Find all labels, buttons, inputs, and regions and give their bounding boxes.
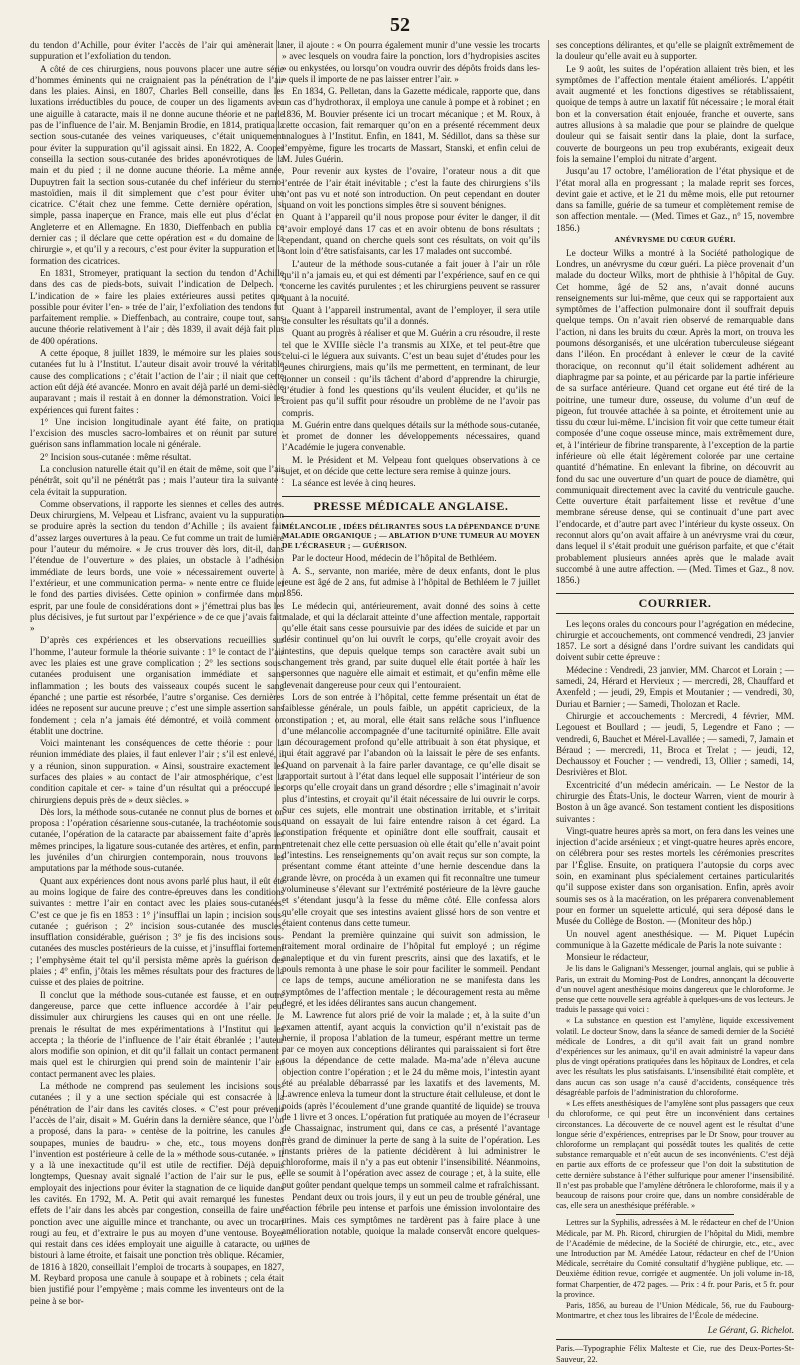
paragraph: Un nouvel agent anesthésique. — M. Piquet Lupécin communique à la Gazette médicale de Paris la note suivante :: [556, 928, 794, 950]
section-rule: [556, 1339, 794, 1340]
advertisement: Paris, 1856, au bureau de l’Union Médicale, 56, rue du Faubourg-Montmartre, et chez tous les libraires de l’École de médecine.: [556, 1300, 794, 1321]
column-divider: [548, 40, 549, 1118]
paragraph: M. Lawrence fut alors prié de voir la malade ; et, à la suite d’un examen attentif, ayant acquis la conviction qu’il n’existait pas de hernie, il proposa l’ablation de la tumeur, espérant mettre un terme par ce moyen aux conceptions délirantes qui paraissaient si fort être sous la dépendance de cette malade. Ma-ma’ade n’éleva aucune objection contre l’opération ; et le 24 du même mois, l’intestin ayant été au préalable débarrassé par les laxatifs et des lavements, M. Lawrence enleva la tumeur dont la structure était celluleuse, et dont le poids (après l’écoulement d’une grande quantité de liquide) se trouva de 1 livre et 3 onces. L’opération fut pratiquée au moyen de l’écraseur de Chassaignac, instrument qui, dans ce cas, a présenté l’avantage très grand de diminuer la perte de sang à la suite de l’opération. Les instants prières de la patiente décidèrent à lui administrer le chloroforme, mais il n’y a pas eut obtenir l’insensibilité. Néanmoins, elle se soumit à l’opération avec assez de courage ; et, à la suite, elle put goûter pendant quelque temps un sommeil calme et rafraîchissant.: [282, 1010, 540, 1190]
paragraph: A côté de ces chirurgiens, nous pouvons placer une autre série d’hommes éminents qui ne craignaient pas la pénétration de l’air dans les plaies. Ainsi, en 1807, Charles Bell conseille, dans les luxations irréductibles du pouce, de couper un des ligaments avec une aiguille à cataracte, mais il ne donne aucune théorie et ne parle pas de l’influence de l’air. M. Benjamin Brodie, en 1814, pratiqua la section sous-cutanée des veines variqueuses, c’était uniquement pour éviter la suppuration qu’il agissait ainsi. En 1822, A. Cooper conseilla la section sous-cutanée des brides aponévrotiques de la main et du pied ; il ne donne aucune théorie. La même année, Dupuytren fait la section sous-cutanée du chef inférieur du sterno-mastoïdien, mais il dit simplement que c’est pour éviter une cicatrice. C’était chez une femme. Cette dernière opération, si simple, passa inaperçue en France, mais elle eut plus d’éclat en Angleterre et en Allemagne. En 1830, Dieffenbach en publia ce dernier cas ; il déclare que cette opération est « du domaine de la chirurgie », et qu’il y a recours, c’est pour éviter la suppuration et la formation des cicatrices.: [30, 63, 284, 266]
paragraph: Quant aux expériences dont nous avons parlé plus haut, il eût été au moins logique de faire des contre-épreuves dans les conditions suivantes : mettre l’air en contact avec les plaies sous-cutanées. C’est ce que je fis en 1853 : 1° j’insufflai un lapin ; incision sous-cutanée ; guérison ; 2° incision sous-cutanée des muscles, insufflation considérable, guérison ; 3° je fis des incisions sous-cutanées des muscles postérieurs de la cuisse, et j’insufflai fortement ; l’emphysème était tel qu’il persista même après la guérison des plaies ; 4° enfin, j’ôtais les mêmes résultats pour des fractures de la cuisse et des plaies de poitrine.: [30, 875, 284, 988]
column-middle: [282, 40, 540, 1248]
paragraph: ner, il ajoute : « On pourra également munir d’une vessie les trocarts » avec lesquels on voudra faire la ponction, lors d’hydropisies ascites » ou enkystées, ou lorsqu’on voudra ouvrir des dépôts froids dans les- » quels il importe de ne pas laisser entrer l’air. »: [282, 40, 540, 84]
paragraph: Il conclut que la méthode sous-cutanée est fausse, et en outre dangereuse, parce que cette influence accordée à l’air peut dissimuler aux chirurgiens les causes qui en ont une réelle. Je prenais le résultat de mes expérimentations à l’Institut qui les accepta ; la théorie de l’influence de l’air était ébranlée ; l’auteur alors modifie son opinion, et dit qu’il fallait un contact permanent ; mais quel est le chirurgien qui prend soin de maintenir l’air en contact permanent avec les plaies.: [30, 989, 284, 1079]
paragraph: Le docteur Wilks a montré à la Société pathologique de Londres, un anévrysme du cœur guéri. La pièce provenait d’un malade du docteur Wilks, mort de phthisie à l’hôpital de Guy. Cet homme, âgé de 52 ans, n’avait donné aucuns renseignements sur lui-même, que ceux qui se rapportaient aux symptômes de l’affection pulmonaire dont il souffrait depuis quelque temps. On n’avait rien observé de remarquable dans l’action, ni dans les bruits du cœur. Après la mort, on trouva les poumons désorganisés, et une ulcération tuberculeuse siégeant dans l’iléon. En procédant à enlever le cœur de la cavité thoracique, on reconnut qu’il était solidement adhérent au diaphragme par sa pointe, et au péricarde par la partie inférieure de sa surface antérieure. Quand cet organe eut été tiré de la poitrine, une tumeur dure, osseuse, du volume d’un œuf de pigeon, fut trouvée attachée à sa pointe, et étroitement unie au tissu du cœur lui-même. L’incision fit voir que cette tumeur était composée d’une coque osseuse mince, mais extrêmement dure, et, à l’intérieur de fibrine transparente, à l’exception de la partie inférieure où elle était légèrement colorée par une certaine quantité d’hématine. En enlevant la fibrine, on découvrit au fond du sac une ouverture d’un quart de pouce de diamètre, qui communiquait directement avec la cavité du ventricule gauche. Cette ouverture était parfaitement lisse et revêtue d’une membrane séreuse dense, qui se continuait d’une part avec l’endocarde, et d’autre part avec l’intérieur du kyste osseux. On reconnut alors qu’on avait affaire à un anévrysme vrai du cœur, dans lequel il s’était produit une guérison parfaite, et que c’était probablement plusieurs années après que le malade avait succombé à une autre affection. — (Med. Times et Gaz., 8 nov. 1856.): [556, 247, 794, 586]
paragraph: A. S., servante, non mariée, mère de deux enfants, dont le plus jeune est âgé de 2 ans, fut admise à l’hôpital de Bethléem le 7 juillet 1856.: [282, 565, 540, 599]
column-left: [30, 40, 284, 1306]
paragraph: Quant à l’appareil instrumental, avant de l’employer, il sera utile de consulter les résultats qu’il a donnés.: [282, 304, 540, 327]
paragraph: du tendon d’Achille, pour éviter l’accès de l’air qui amènerait la suppuration et l’exfoliation du tendon.: [30, 40, 284, 62]
paragraph: Vingt-quatre heures après sa mort, on fera dans les veines une injection d’acide arsénieux ; et vingt-quatre heures après encore, on célébrera pour ses restes mortels les cérémonies prescrites par l’Église. Ensuite, on pratiquera l’autopsie du corps avec soin, en examinant plus spécialement certaines particularités qu’il suppose exister dans son organisation. Enfin, après avoir soumis ses os à la macération, on les préparera convenablement pour en former un squelette articulé, qui sera déposé dans le Musée du Collège de Boston. — (Moniteur des hôp.): [556, 825, 794, 927]
paragraph: La conclusion naturelle était qu’il en était de même, soit que l’air pénétrât, soit qu’il ne pénétrât pas ; mais l’auteur tira la suivante : cela évitait la suppuration.: [30, 463, 284, 497]
paragraph: Le médecin qui, antérieurement, avait donné des soins à cette malade, et qui la déclarait atteinte d’une affection mentale, rapportait qu’elle était sans cesse poursuivie par des idées de suicide et par un désir continuel qu’on lui ouvrît le corps, qu’elle croyait avoir des intestins, que depuis quelque temps son caractère avait subi un changement très grand, par suite duquel elle était portée à haïr les personnes que naguère elle aimait et estimait, et qu’enfin même elle devenait dangereuse pour ceux qui l’entouraient.: [282, 600, 540, 690]
paragraph: Médecine : Vendredi, 23 janvier, MM. Charcot et Lorain ; — samedi, 24, Hérard et Hervieux ; — mercredi, 28, Chauffard et Axenfeld ; — jeudi, 29, Empis et Moutanier ; — vendredi, 30, Duriau et Barnier ; — Samedi, Tholozan et Racle.: [556, 664, 794, 709]
paragraph: D’après ces expériences et les observations recueillies sur l’homme, l’auteur formule la théorie suivante : 1° le contact de l’air avec les plaies est une grave complication ; 2° les sections sous-cutanées produisent une organisation immédiate et sans inflammation ; les bouts des vaisseaux coupés sucent le sang épanché ; une partie est résorbée, l’autre s’organise. Ces dernières idées ne reposent sur aucune preuve ; c’est une simple assertion sans fondement ; cela n’a jamais été démontré, et voilà comment on établit une doctrine.: [30, 635, 284, 736]
paragraph: « La substance en question est l’amylène, liquide excessivement volatil. Le docteur Snow, dans la séance de samedi dernier de la Société médicale de Londres, a dit qu’il avait fait un grand nombre d’expériences sur les animaux, qu’il en avait administré la vapeur dans plus de vingt opérations pratiquées dans les hôpitaux de Londres, et cela avec les résultats les plus satisfaisants. L’insensibilité était complète, et dans aucun cas son usage n’a causé d’accidents, conséquence très désagréable parfois de l’administration du chloroforme.: [556, 1016, 794, 1097]
paragraph: M. le Président et M. Velpeau font quelques observations à ce sujet, et on décide que cette lecture sera remise à quinze jours.: [282, 454, 540, 476]
section-rule: [616, 1214, 734, 1215]
paragraph: Chirurgie et accouchements : Mercredi, 4 février, MM. Legouest et Boullard ; — jeudi, 5, Legendre et Fano ; — vendredi, 6, Bauchet et Mérel-Lavallée ; — samedi, 7, Jamain et Béraud ; — mercredi, 11, Broca et Trelat ; — jeudi, 12, Dechaussoy et Foucher ; — vendredi, 13, Ollier ; samedi, 14, Desrivières et Blot.: [556, 710, 794, 778]
section-title: PRESSE MÉDICALE ANGLAISE.: [313, 498, 509, 513]
paragraph: Lors de son entrée à l’hôpital, cette femme présentait un état de faiblesse générale, un pouls faible, un appétit capricieux, de la constipation ; et, au moral, elle était sans relâche sous l’influence d’une mélancolie accompagnée d’une taciturnité opiniâtre. Elle avait un découragement profond qu’elle attribuait à son état physique, et qui était aggravé par l’abandon où la laissait le père de ses enfants. Quand on parvenait à la faire parler davantage, ce qu’elle disait se rapportait surtout à l’état dans lequel elle supposait l’intérieur de son corps qu’elle croyait dans un grand désordre ; elle s’imaginait n’avoir plus d’intestins, et croyait qu’il était nécessaire de lui ouvrir le corps. Sur ces sujets, elle montrait une obstination irritable, et s’irritait quand on essayait de lui faire entendre raison à cet égard. La constipation fréquente et opiniâtre dont elle souffrait, causait et entretenait chez elle cette persuasion où elle était qu’elle n’avait point d’intestins. Les renseignements qu’on avait reçus sur son compte, la présentant comme étant atteinte d’une hernie descendue dans la grande lèvre, on procéda à un examen qui fit reconnaître une tumeur volumineuse s’élevant sur l’extrémité postérieure de la lèvre gauche et s’étendant jusqu’à la fesse du même côté. Elle confessa alors qu’elle croyait que ses intestins avaient glissé hors de son ventre et étaient contenus dans cette tumeur.: [282, 691, 540, 928]
advertisement: Lettres sur la Syphilis, adressées à M. le rédacteur en chef de l’Union Médicale, par M. Ph. Ricord, chirurgien de l’hôpital du Midi, membre de l’Académie de médecine, de la Société de chirurgie, etc., etc., avec une Introduction par M. Amédée Latour, rédacteur en chef de l’Union Médicale, secrétaire du Comité consultatif d’hygiène publique, etc. — Deuxième édition revue, corrigée et augmentée. Un joli volume in-18, format Charpentier, de 472 pages. — Prix : 4 fr. pour Paris, et 5 fr. pour la province.: [556, 1218, 794, 1299]
paragraph: 1° Une incision longitudinale ayant été faite, on pratiqua l’excision des muscles sacro-lombaires et on réunit par suture ; guérison sans inflammation locale ni générale.: [30, 416, 284, 450]
paragraph: En 1834, G. Pelletan, dans la Gazette médicale, rapporte que, dans un cas d’hydrothorax, il employa une canule à pompe et à robinet ; en 1836, M. Bouvier présente ici un trocart mécanique ; et M. Roux, à cette occasion, fait remarquer qu’on en a présenté récemment deux analogues à l’Institut. Enfin, en 1841, M. Sédillot, dans sa thèse sur l’empyème, figure les trocarts de Massart, Stanski, et enfin celui de M. Jules Guérin.: [282, 86, 540, 164]
paragraph: Pendant la première quinzaine qui suivit son admission, le traitement moral ordinaire de l’hôpital fut employé ; un régime analeptique et du vin furent prescrits, ainsi que des laxatifs, et le pouls remonta à une phase le soir pour faciliter le sommeil. Pendant ce laps de temps, aucune amélioration ne se manifesta dans les symptômes de l’affection mentale ; le découragement resta au même degré, et les idées délirantes sans aucun changement.: [282, 930, 540, 1008]
paragraph: Monsieur le rédacteur,: [566, 952, 649, 963]
paragraph: Le 9 août, les suites de l’opération allaient très bien, et les symptômes de l’affection mentale étaient améliorés. L’appétit avait augmenté et les fonctions digestives se rétablissaient, quoique de temps à autre un laxatif fût nécessaire ; le moral était bon et la conversation était enjouée, franche et ouverte, sans autres allusions à sa maladie que pour se plaindre de quelque douleur qui se faisait sentir dans la plaie, dont la surface, couverte de bourgeons un peu trop exubérants, exigeait deux fois la semaine l’emploi du nitrate d’argent.: [556, 63, 794, 164]
column-right: [556, 40, 794, 1364]
signature: Le Gérant, G. Richelot.: [707, 1325, 794, 1336]
section-rule: [556, 613, 794, 614]
paragraph: L’auteur de la méthode sous-cutanée a fait jouer à l’air un rôle qu’il n’a jamais eu, et qui est démenti par l’expérience, sauf en ce qui concerne les cavités purulentes ; et les chirurgiens peuvent se rassurer quant à la nocuité.: [282, 258, 540, 303]
paragraph: Excentricité d’un médecin américain. — Le Nestor de la chirurgie des États-Unis, le docteur Warren, vient de mourir à Boston à un âge avancé. Son testament contient les dispositions suivantes :: [556, 779, 794, 824]
section-rule: [282, 496, 540, 497]
article-subtitle: MÉLANCOLIE , IDÉES DÉLIRANTES SOUS LA DÉPENDANCE D’UNE MALADIE ORGANIQUE ; — ABLATION D’UNE TUMEUR AU MOYEN DE L’ÉCRASEUR ; — GUÉRISON.: [282, 521, 540, 550]
paragraph: Je lis dans le Galignani’s Messenger, journal anglais, qui se publie à Paris, un extrait du Morning-Post de Londres, annonçant la découverte d’un nouvel agent anesthésique moins dangereux que le chloroforme. Je pense que cette nouvelle sera agréable à quelques-uns de vos lecteurs. Je traduis le passage qui voici :: [556, 964, 794, 1015]
paragraph: La séance est levée à cinq heures.: [292, 478, 416, 489]
page-number: 52: [390, 14, 410, 36]
article-subtitle: ANÉVRYSME DU CŒUR GUÉRI.: [614, 235, 736, 245]
paragraph: Les leçons orales du concours pour l’agrégation en médecine, chirurgie et accouchements, ont commencé vendredi, 23 janvier 1857. Le sort a désigné dans l’ordre suivant les candidats qui doivent subir cette épreuve :: [556, 618, 794, 663]
paragraph: A cette époque, 8 juillet 1839, le mémoire sur les plaies sous-cutanées fut lu à l’Institut. L’auteur disait avoir trouvé la véritable cause des complications ; c’était l’action de l’air ; il niait que cette action eût déjà été avancée. Monro en avait déjà parlé un demi-siècle auparavant ; mais il restait à en donner la démonstration. Voici les expériences qui furent faites :: [30, 348, 284, 415]
paragraph: 2° Incision sous-cutanée : même résultat.: [40, 451, 192, 462]
paragraph: Quant au progrès à réaliser et que M. Guérin a cru résoudre, il reste tel que le XVIIIe siècle l’a transmis au XIXe, et tel peut-être que celui-ci le léguera aux suivants. C’est un beau sujet d’études pour les jeunes chirurgiens, mais qu’ils me permettent, en terminant, de leur donner un conseil : qu’ils tâchent d’abord d’apprendre la chirurgie, d’étudier à fond les questions qu’ils veulent élucider, et qu’ils ne croient pas qu’il suffit pour résoudre un problème de ne l’avoir pas compris.: [282, 328, 540, 418]
byline: Par le docteur Hood, médecin de l’hôpital de Bethléem.: [292, 553, 497, 564]
paragraph: Comme observations, il rapporte les siennes et celles des autres. Deux chirurgiens, M. Velpeau et Lisfranc, avaient vu la suppuration se produire après la section du tendon d’Achille ; ils avaient fait d’assez larges ouvertures à la peau. Ce fut comme un trait de lumière pour l’auteur du mémoire. « Je crus trouver dès lors, dit-il, dans l’étendue de l’ouverture » des plaies, un obstacle à l’adhésion immédiate de leurs bords, une voie » nécessairement ouverte à l’extérieur, et une communication perma- » nente entre ce fluide et le fond des parties divisées. Cette opinion » confirmée dans mon esprit, par une foule de considérations dont » j’émettrai plus bas les plus décisives, je fut surtout par l’expérience » de ce que j’avais fait. »: [30, 498, 284, 634]
paragraph: ses conceptions délirantes, et qu’elle se plaignît extrêmement de la douleur qu’elle avait eu à supporter.: [556, 40, 794, 62]
imprint: Paris.—Typographie Félix Malteste et Cie, rue des Deux-Portes-St-Sauveur, 22.: [556, 1343, 794, 1364]
paragraph: Quant à l’appareil qu’il nous propose pour éviter le danger, il dit l’avoir employé dans 17 cas et en avoir obtenu de bons résultats ; cependant, quand on cherche quels sont ces résultats, on voit qu’ils sont loin d’être satisfaisants, car les 17 malades ont succombé.: [282, 212, 540, 257]
paragraph: En 1831, Stromeyer, pratiquant la section du tendon d’Achille dans des cas de pieds-bots, suivait l’indication de Delpech. « L’indication de » faire les plaies extérieures aussi petites que possible pour éviter l’en- » trée de l’air, l’exfoliation des tendons fut parfaitement remplie. » Dieffenbach, au contraire, coupe tout, sans aucune théorie relativement à l’air ; dès 1839, il avait déjà fait plus de 400 opérations.: [30, 267, 284, 346]
paragraph: « Les effets anesthésiques de l’amylène sont plus passagers que ceux du chloroforme, ce qui peut être un inconvénient dans certaines circonstances. La découverte de ce nouvel agent est le résultat d’une longue série d’expériences, entreprises par le Dr Snow, pour trouver au chloroforme un remplaçant qui possédât toutes les qualités de cette substance remarquable et n’eût aucun de ses inconvénients. C’est déjà en partie aux efforts de ce professeur que l’on doit la substitution de cette dernière substance à l’éther sulfurique pour amener l’insensibilité. Il n’est pas probable que l’amylène détrônera le chloroforme, mais il y a beaucoup de raisons pour croire que, dans un nombre considérable de cas, elle sera un anesthésique préférable. »: [556, 1099, 794, 1211]
paragraph: Dès lors, la méthode sous-cutanée ne connut plus de bornes et on proposa : l’opération césarienne sous-cutanée, la trachéotomie sous-cutanée, l’opération de la cataracte par abaissement faite d’après les mêmes principes, la ligature sous-cutanée des artères, et enfin, parmi les juvéniles d’un chirurgien contemporain, nous trouvons les amputations par la méthode sous-cutanée.: [30, 806, 284, 874]
paragraph: Pendant deux ou trois jours, il y eut un peu de trouble général, une réaction fébrile peu intense et parfois une émission involontaire des urines. Mais ces symptômes ne tardèrent pas à faire place à une amélioration notable, quoique la malade conservât encore quelques-unes de: [282, 1191, 540, 1248]
section-title: COURRIER.: [638, 595, 712, 610]
paragraph: Pour revenir aux kystes de l’ovaire, l’orateur nous a dit que l’entrée de l’air était inévitable ; c’est la faute des chirurgiens s’ils n’ont pas vu et noté son introduction. On peut cependant en douter quand on voit les ponctions simples être si souvent bénignes.: [282, 166, 540, 211]
section-rule: [556, 593, 794, 594]
section-rule: [282, 516, 540, 517]
paragraph: Voici maintenant les conséquences de cette théorie : pour la réunion immédiate des plaies, il faut enlever l’air ; s’il est enlevé, il y a réunion, sinon suppuration. « Ainsi, soustraire exactement les surfaces des plaies » au contact de l’air atmosphérique, c’est la condition capitale et cer- » taine d’un résultat qui a préoccupé les chirurgiens depuis près de » deux siècles. »: [30, 738, 284, 805]
paragraph: Jusqu’au 17 octobre, l’amélioration de l’état physique et de l’état moral alla en progressant ; la malade reprit ses forces, devint gaie et active, et le 21 du même mois, elle put retourner dans sa famille, guérie de sa tumeur et complètement remise de son affection mentale. — (Med. Times et Gaz., n° 15, novembre 1856.): [556, 166, 794, 233]
paragraph: M. Guérin entre dans quelques détails sur la méthode sous-cutanée, et promet de donner les développements nécessaires, quand l’Académie le jugera convenable.: [282, 419, 540, 453]
paragraph: La méthode ne comprend pas seulement les incisions sous-cutanées ; il y a une section spéciale qui est consacrée à la pénétration de l’air dans les cavités closes. « C’est pour prévenir l’accès de l’air, disait » M. Guérin dans la dernière séance, que l’on a proposé, dans la para- » centèse de la poitrine, les canules à soupapes, munies de baudru- » che, etc., tous moyens dont l’invention est postérieure à celle de la » méthode sous-cutanée. » Il y a là une inexactitude qu’il est utile de rectifier. Déjà depuis longtemps, Quesnay avait signalé l’action de l’air sur le pus, et employait des injections pour éviter la stagnation de ce liquide dans les cavités. En 1792, M. A. Petit qui avait remarqué les funestes effets de l’air dans les abcès par congestion, conseilla de faire une ponction avec une aiguille mince et tranchante, ou avec un trocart rougi au feu, et d’extraire le pus au moyen d’une ventouse. Boyer qui restait dans ces idées employait une aiguille à cataracte, ou un bistouri à lame étroite, et faisait une ponction très oblique. Récamier, de 1816 à 1820, conseillait l’emploi de trocarts à soupapes, en 1827, M. Reybard proposa une canule à soupape et à robinets ; cela était bien justifié pour l’empyème ; mais comme les inventeurs ont de la peine à se bor-: [30, 1081, 284, 1306]
